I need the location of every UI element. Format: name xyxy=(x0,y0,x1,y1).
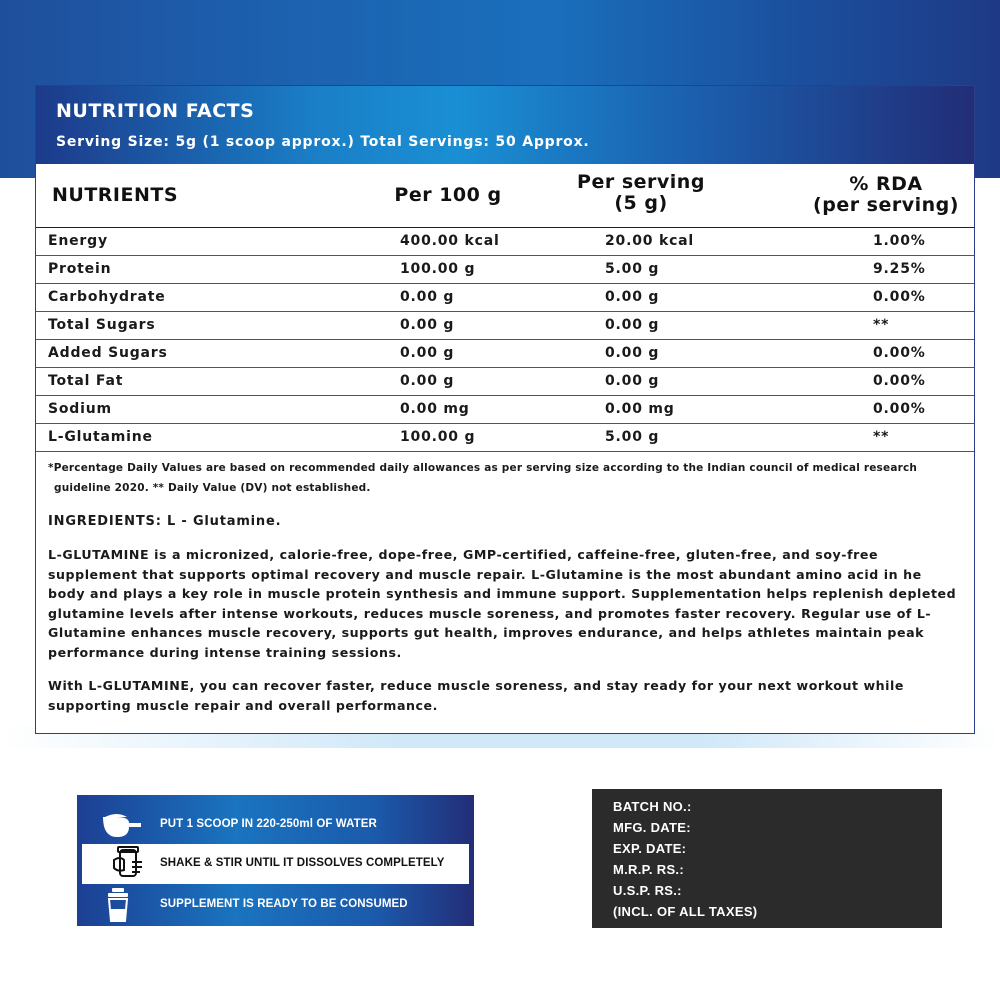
value-per-100g: 0.00 mg xyxy=(400,401,470,417)
scoop-icon xyxy=(95,807,145,843)
table-row xyxy=(36,284,974,312)
nutrient-name: Added Sugars xyxy=(48,345,168,361)
nutrition-header xyxy=(36,86,974,164)
value-per-serving: 0.00 g xyxy=(605,345,660,361)
nutrient-name: Protein xyxy=(48,261,112,277)
table-row xyxy=(36,396,974,424)
value-rda: 0.00% xyxy=(873,289,926,305)
value-rda: 9.25% xyxy=(873,261,926,277)
footnote-line1: *Percentage Daily Values are based on recommended daily allowances as per serving size according to the Indian council of medical research xyxy=(48,462,918,474)
column-header-rda-line2: (per serving) xyxy=(813,194,959,216)
nutrient-name: Energy xyxy=(48,233,108,249)
column-header-rda xyxy=(806,174,966,216)
column-header-per-serving-line2: (5 g) xyxy=(614,192,668,214)
value-rda: 0.00% xyxy=(873,373,926,389)
table-row xyxy=(36,340,974,368)
column-header-per-100g: Per 100 g xyxy=(394,184,502,206)
direction-step-3-text: SUPPLEMENT IS READY TO BE CONSUMED xyxy=(160,898,408,910)
directions-panel xyxy=(77,795,474,926)
column-header-rda-line1: % RDA xyxy=(849,173,923,195)
value-per-100g: 0.00 g xyxy=(400,317,455,333)
value-per-serving: 0.00 g xyxy=(605,289,660,305)
value-per-serving: 0.00 g xyxy=(605,373,660,389)
mrp-label: M.R.P. RS.: xyxy=(613,862,684,877)
value-per-100g: 100.00 g xyxy=(400,261,476,277)
serving-info: Serving Size: 5g (1 scoop approx.) Total Servings: 50 Approx. xyxy=(56,134,590,150)
nutrition-title: NUTRITION FACTS xyxy=(56,100,255,122)
closing-statement: With L-GLUTAMINE, you can recover faster, reduce muscle soreness, and stay ready for your next workout while supporting muscle repair and overall performance. xyxy=(48,678,905,713)
value-rda: 1.00% xyxy=(873,233,926,249)
product-description: L-GLUTAMINE is a micronized, calorie-free, dope-free, GMP-certified, caffeine-free, gluten-free, and soy-free supplement that supports optimal recovery and muscle repair. L-Glutamine is the most abundant amino acid in he body and plays a key role in muscle protein synthesis and immune support. Supplementation helps replenish depleted glutamine levels after intense workouts, reduces muscle soreness, and promotes faster recovery. Regular use of L-Glutamine enhances muscle recovery, supports gut health, improves endurance, and helps athletes maintain peak performance during intense training sessions. xyxy=(48,547,957,660)
column-header-per-serving-line1: Per serving xyxy=(577,171,705,193)
taxes-note: (INCL. OF ALL TAXES) xyxy=(613,904,758,919)
batch-number-label: BATCH NO.: xyxy=(613,799,692,814)
value-rda: ** xyxy=(873,429,890,445)
nutrient-name: Sodium xyxy=(48,401,112,417)
footnote-line2: guideline 2020. ** Daily Value (DV) not established. xyxy=(54,482,371,494)
usp-label: U.S.P. RS.: xyxy=(613,883,682,898)
table-row xyxy=(36,256,974,284)
exp-date-label: EXP. DATE: xyxy=(613,841,687,856)
value-per-serving: 20.00 kcal xyxy=(605,233,695,249)
nutrition-panel xyxy=(35,85,975,734)
value-rda: 0.00% xyxy=(873,345,926,361)
table-row xyxy=(36,228,974,256)
direction-step-2 xyxy=(82,844,469,884)
value-per-100g: 0.00 g xyxy=(400,345,455,361)
direction-step-3 xyxy=(77,885,474,925)
direction-step-1-text: PUT 1 SCOOP IN 220-250ml OF WATER xyxy=(160,818,377,830)
value-per-100g: 0.00 g xyxy=(400,373,455,389)
column-header-nutrients: NUTRIENTS xyxy=(52,184,179,206)
value-per-100g: 400.00 kcal xyxy=(400,233,500,249)
value-per-serving: 0.00 g xyxy=(605,317,660,333)
table-row xyxy=(36,368,974,396)
value-per-serving: 5.00 g xyxy=(605,261,660,277)
nutrient-name: Total Fat xyxy=(48,373,124,389)
table-row xyxy=(36,312,974,340)
nutrient-name: L-Glutamine xyxy=(48,429,153,445)
value-per-100g: 100.00 g xyxy=(400,429,476,445)
direction-step-1 xyxy=(77,805,474,845)
value-rda: ** xyxy=(873,317,890,333)
direction-step-2-text: SHAKE & STIR UNTIL IT DISSOLVES COMPLETELY xyxy=(160,857,445,869)
batch-info-box xyxy=(592,789,942,928)
nutrient-name: Carbohydrate xyxy=(48,289,166,305)
nutrient-name: Total Sugars xyxy=(48,317,156,333)
value-rda: 0.00% xyxy=(873,401,926,417)
ingredients: INGREDIENTS: L - Glutamine. xyxy=(48,514,282,529)
hand-shaker-icon xyxy=(106,846,156,882)
table-row xyxy=(36,424,974,452)
value-per-100g: 0.00 g xyxy=(400,289,455,305)
mfg-date-label: MFG. DATE: xyxy=(613,820,691,835)
value-per-serving: 5.00 g xyxy=(605,429,660,445)
shaker-bottle-icon xyxy=(95,887,145,923)
column-header-per-serving xyxy=(556,172,726,214)
rda-footnote xyxy=(48,458,963,498)
value-per-serving: 0.00 mg xyxy=(605,401,675,417)
